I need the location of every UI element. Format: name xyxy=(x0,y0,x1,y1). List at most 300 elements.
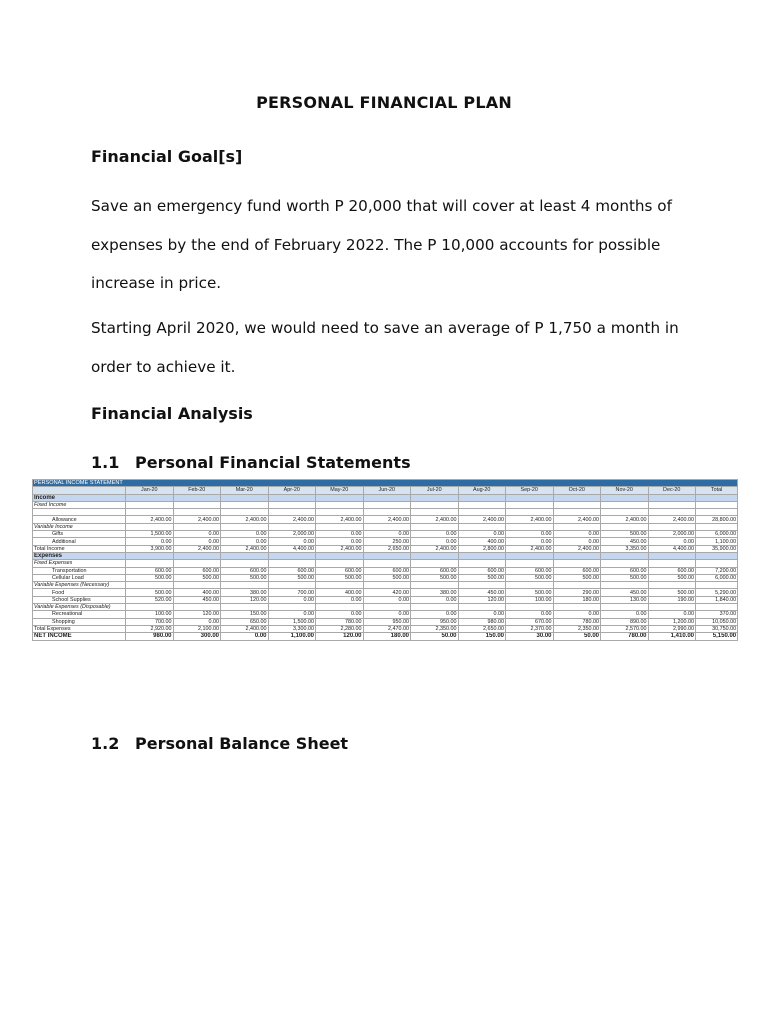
income-statement-table xyxy=(32,479,738,641)
value-cell: 1,840.00 xyxy=(696,596,738,603)
value-cell: 3,900.00 xyxy=(126,545,174,552)
section-heading-1-2 xyxy=(91,734,348,753)
empty-cell xyxy=(173,494,221,501)
empty-cell xyxy=(601,523,649,530)
empty-cell xyxy=(126,494,174,501)
month-header: Nov-20 xyxy=(601,487,649,494)
empty-cell xyxy=(601,582,649,589)
empty-cell xyxy=(601,501,649,508)
empty-cell xyxy=(553,560,601,567)
value-cell: 2,400.00 xyxy=(601,516,649,523)
value-cell: 120.00 xyxy=(316,633,364,640)
value-cell: 3,300.00 xyxy=(268,625,316,632)
value-cell: 0.00 xyxy=(126,538,174,545)
month-header: Oct-20 xyxy=(553,487,601,494)
empty-cell xyxy=(268,501,316,508)
empty-cell xyxy=(601,560,649,567)
value-cell: 600.00 xyxy=(126,567,174,574)
empty-cell xyxy=(648,552,696,559)
empty-cell xyxy=(316,494,364,501)
value-cell: 50.00 xyxy=(411,633,459,640)
row-label: Additional xyxy=(33,538,126,545)
empty-cell xyxy=(316,552,364,559)
value-cell: 2,400.00 xyxy=(648,516,696,523)
value-cell: 2,990.00 xyxy=(648,625,696,632)
value-cell: 600.00 xyxy=(316,567,364,574)
value-cell: 290.00 xyxy=(553,589,601,596)
value-cell: 150.00 xyxy=(458,633,506,640)
value-cell: 500.00 xyxy=(506,589,554,596)
value-cell: 3,350.00 xyxy=(601,545,649,552)
value-cell: 2,470.00 xyxy=(363,625,411,632)
value-cell: 500.00 xyxy=(506,574,554,581)
empty-cell xyxy=(268,494,316,501)
empty-cell xyxy=(458,552,506,559)
value-cell: 2,650.00 xyxy=(458,625,506,632)
value-cell: 150.00 xyxy=(221,611,269,618)
empty-cell xyxy=(601,604,649,611)
value-cell: 5,290.00 xyxy=(696,589,738,596)
value-cell: 0.00 xyxy=(316,596,364,603)
empty-cell xyxy=(411,501,459,508)
subsection-label: Fixed Expenses xyxy=(33,560,126,567)
value-cell: 0.00 xyxy=(648,611,696,618)
month-header: Feb-20 xyxy=(173,487,221,494)
value-cell: 0.00 xyxy=(411,611,459,618)
value-cell: 35,900.00 xyxy=(696,545,738,552)
empty-cell xyxy=(458,509,506,516)
value-cell: 190.00 xyxy=(648,596,696,603)
value-cell: 2,400.00 xyxy=(553,545,601,552)
empty-cell xyxy=(411,604,459,611)
value-cell: 500.00 xyxy=(126,589,174,596)
table-row xyxy=(33,582,738,589)
value-cell: 30,750.00 xyxy=(696,625,738,632)
empty-cell xyxy=(363,509,411,516)
empty-cell xyxy=(458,604,506,611)
value-cell: 0.00 xyxy=(506,611,554,618)
value-cell: 700.00 xyxy=(268,589,316,596)
section-label: Income xyxy=(33,494,126,501)
row-label: Shopping xyxy=(33,618,126,625)
value-cell: 0.00 xyxy=(316,538,364,545)
value-cell: 120.00 xyxy=(221,596,269,603)
value-cell: 950.00 xyxy=(363,618,411,625)
value-cell: 1,100.00 xyxy=(696,538,738,545)
value-cell: 1,410.00 xyxy=(648,633,696,640)
value-cell: 0.00 xyxy=(411,596,459,603)
empty-cell xyxy=(363,501,411,508)
value-cell: 7,200.00 xyxy=(696,567,738,574)
empty-cell xyxy=(553,509,601,516)
value-cell: 2,400.00 xyxy=(221,625,269,632)
empty-cell xyxy=(316,523,364,530)
empty-cell xyxy=(316,501,364,508)
table-row xyxy=(33,523,738,530)
empty-cell xyxy=(648,582,696,589)
table-row xyxy=(33,501,738,508)
value-cell: 2,100.00 xyxy=(173,625,221,632)
value-cell: 500.00 xyxy=(601,574,649,581)
statement-title-row xyxy=(33,480,738,487)
subsection-label: Variable Expenses (Necessary) xyxy=(33,582,126,589)
document-title: PERSONAL FINANCIAL PLAN xyxy=(256,93,512,112)
empty-cell xyxy=(696,509,738,516)
financial-goal-heading: Financial Goal[s] xyxy=(91,147,243,166)
value-cell: 180.00 xyxy=(553,596,601,603)
value-cell: 2,400.00 xyxy=(316,516,364,523)
value-cell: 0.00 xyxy=(506,538,554,545)
month-header: Total xyxy=(696,487,738,494)
value-cell: 0.00 xyxy=(553,531,601,538)
empty-cell xyxy=(411,560,459,567)
empty-cell xyxy=(316,582,364,589)
month-header: Aug-20 xyxy=(458,487,506,494)
row-label: School Supplies xyxy=(33,596,126,603)
empty-cell xyxy=(648,509,696,516)
value-cell: 2,400.00 xyxy=(458,516,506,523)
value-cell: 600.00 xyxy=(601,567,649,574)
value-cell: 2,280.00 xyxy=(316,625,364,632)
value-cell: 0.00 xyxy=(221,633,269,640)
empty-cell xyxy=(411,552,459,559)
value-cell: 100.00 xyxy=(126,611,174,618)
empty-cell xyxy=(126,523,174,530)
empty-cell xyxy=(126,604,174,611)
value-cell: 2,000.00 xyxy=(648,531,696,538)
empty-cell xyxy=(506,509,554,516)
empty-cell xyxy=(268,582,316,589)
value-cell: 100.00 xyxy=(506,596,554,603)
empty-cell xyxy=(363,552,411,559)
empty-cell xyxy=(173,582,221,589)
row-label: Transportation xyxy=(33,567,126,574)
empty-cell xyxy=(553,552,601,559)
table-row xyxy=(33,633,738,640)
value-cell: 0.00 xyxy=(553,538,601,545)
section-label: Expenses xyxy=(33,552,126,559)
empty-cell xyxy=(506,501,554,508)
row-label: Gifts xyxy=(33,531,126,538)
value-cell: 670.00 xyxy=(506,618,554,625)
empty-cell xyxy=(363,604,411,611)
value-cell: 0.00 xyxy=(411,531,459,538)
value-cell: 28,800.00 xyxy=(696,516,738,523)
empty-cell xyxy=(648,523,696,530)
table-row xyxy=(33,596,738,603)
table-row xyxy=(33,545,738,552)
empty-cell xyxy=(221,560,269,567)
empty-cell xyxy=(221,582,269,589)
subsection-label: Variable Income xyxy=(33,523,126,530)
subsection-label: Fixed Income xyxy=(33,501,126,508)
value-cell: 0.00 xyxy=(458,611,506,618)
table-row xyxy=(33,618,738,625)
empty-cell xyxy=(221,552,269,559)
value-cell: 500.00 xyxy=(221,574,269,581)
value-cell: 50.00 xyxy=(553,633,601,640)
table-row xyxy=(33,625,738,632)
subsection-label: Variable Expenses (Disposable) xyxy=(33,604,126,611)
value-cell: 2,400.00 xyxy=(411,545,459,552)
section-heading-1-1 xyxy=(91,453,411,472)
month-header-row xyxy=(33,487,738,494)
empty-cell xyxy=(173,552,221,559)
month-header: Jun-20 xyxy=(363,487,411,494)
empty-cell xyxy=(33,509,126,516)
month-header: May-20 xyxy=(316,487,364,494)
value-cell: 2,650.00 xyxy=(363,545,411,552)
value-cell: 180.00 xyxy=(363,633,411,640)
value-cell: 2,000.00 xyxy=(268,531,316,538)
value-cell: 500.00 xyxy=(553,574,601,581)
value-cell: 0.00 xyxy=(173,538,221,545)
empty-cell xyxy=(411,523,459,530)
empty-cell xyxy=(648,604,696,611)
empty-cell xyxy=(363,523,411,530)
empty-cell xyxy=(411,582,459,589)
value-cell: 500.00 xyxy=(648,589,696,596)
section-title: Personal Financial Statements xyxy=(135,453,411,472)
row-label: Cellular Load xyxy=(33,574,126,581)
empty-cell xyxy=(506,604,554,611)
section-title: Personal Balance Sheet xyxy=(135,734,349,753)
value-cell: 4,400.00 xyxy=(648,545,696,552)
month-header: Sep-20 xyxy=(506,487,554,494)
table-row xyxy=(33,552,738,559)
spacer-row xyxy=(33,509,738,516)
month-header: Apr-20 xyxy=(268,487,316,494)
value-cell: 450.00 xyxy=(601,589,649,596)
goal-paragraph-2: Starting April 2020, we would need to save an average of P 1,750 a month in order to achieve it. xyxy=(91,319,679,376)
value-cell: 500.00 xyxy=(173,574,221,581)
value-cell: 500.00 xyxy=(648,574,696,581)
empty-cell xyxy=(411,509,459,516)
empty-cell xyxy=(506,494,554,501)
value-cell: 6,000.00 xyxy=(696,531,738,538)
value-cell: 0.00 xyxy=(221,538,269,545)
value-cell: 400.00 xyxy=(316,589,364,596)
table-row xyxy=(33,560,738,567)
value-cell: 600.00 xyxy=(553,567,601,574)
row-label: Food xyxy=(33,589,126,596)
empty-cell xyxy=(506,552,554,559)
value-cell: 0.00 xyxy=(173,531,221,538)
empty-cell xyxy=(696,494,738,501)
value-cell: 2,350.00 xyxy=(553,625,601,632)
value-cell: 2,400.00 xyxy=(173,545,221,552)
month-header: Dec-20 xyxy=(648,487,696,494)
empty-cell xyxy=(173,509,221,516)
value-cell: 1,500.00 xyxy=(268,618,316,625)
value-cell: 700.00 xyxy=(126,618,174,625)
value-cell: 2,400.00 xyxy=(268,516,316,523)
goal-paragraph-1: Save an emergency fund worth P 20,000 that will cover at least 4 months of expenses by the end of February 2022. The P 10,000 accounts for possible increase in price. xyxy=(91,197,672,292)
table-row xyxy=(33,604,738,611)
value-cell: 2,400.00 xyxy=(553,516,601,523)
value-cell: 0.00 xyxy=(363,611,411,618)
empty-cell xyxy=(221,604,269,611)
value-cell: 0.00 xyxy=(316,531,364,538)
empty-cell xyxy=(601,509,649,516)
financial-analysis-heading: Financial Analysis xyxy=(91,404,253,423)
value-cell: 600.00 xyxy=(458,567,506,574)
empty-cell xyxy=(268,509,316,516)
row-label: Recreational xyxy=(33,611,126,618)
table-row xyxy=(33,538,738,545)
value-cell: 2,400.00 xyxy=(173,516,221,523)
value-cell: 0.00 xyxy=(363,596,411,603)
value-cell: 2,570.00 xyxy=(601,625,649,632)
empty-cell xyxy=(648,560,696,567)
value-cell: 130.00 xyxy=(601,596,649,603)
table-row xyxy=(33,589,738,596)
empty-cell xyxy=(221,509,269,516)
value-cell: 600.00 xyxy=(648,567,696,574)
empty-cell xyxy=(316,560,364,567)
value-cell: 0.00 xyxy=(173,618,221,625)
empty-cell xyxy=(506,582,554,589)
row-label: Allowance xyxy=(33,516,126,523)
value-cell: 380.00 xyxy=(221,589,269,596)
empty-cell xyxy=(363,582,411,589)
month-header: Jul-20 xyxy=(411,487,459,494)
empty-cell xyxy=(363,560,411,567)
empty-cell xyxy=(458,501,506,508)
row-label: Total Expenses xyxy=(33,625,126,632)
row-label: Total Income xyxy=(33,545,126,552)
value-cell: 5,150.00 xyxy=(696,633,738,640)
value-cell: 1,200.00 xyxy=(648,618,696,625)
empty-cell xyxy=(458,582,506,589)
month-header: Mar-20 xyxy=(221,487,269,494)
value-cell: 890.00 xyxy=(601,618,649,625)
value-cell: 2,370.00 xyxy=(506,625,554,632)
value-cell: 500.00 xyxy=(126,574,174,581)
table-row xyxy=(33,574,738,581)
empty-cell xyxy=(648,501,696,508)
table-row xyxy=(33,516,738,523)
value-cell: 0.00 xyxy=(363,531,411,538)
value-cell: 300.00 xyxy=(173,633,221,640)
income-statement-sheet xyxy=(32,479,737,641)
empty-cell xyxy=(268,560,316,567)
empty-cell xyxy=(221,501,269,508)
value-cell: 0.00 xyxy=(601,611,649,618)
corner-cell xyxy=(33,487,126,494)
value-cell: 420.00 xyxy=(363,589,411,596)
empty-cell xyxy=(601,552,649,559)
section-number: 1.2 xyxy=(91,734,120,753)
value-cell: 500.00 xyxy=(458,574,506,581)
value-cell: 980.00 xyxy=(126,633,174,640)
section-number: 1.1 xyxy=(91,453,120,472)
empty-cell xyxy=(316,604,364,611)
value-cell: 600.00 xyxy=(363,567,411,574)
table-row xyxy=(33,494,738,501)
table-row xyxy=(33,611,738,618)
value-cell: 120.00 xyxy=(173,611,221,618)
empty-cell xyxy=(696,560,738,567)
empty-cell xyxy=(221,494,269,501)
value-cell: 250.00 xyxy=(363,538,411,545)
value-cell: 600.00 xyxy=(506,567,554,574)
value-cell: 400.00 xyxy=(458,538,506,545)
empty-cell xyxy=(553,582,601,589)
empty-cell xyxy=(173,501,221,508)
value-cell: 600.00 xyxy=(268,567,316,574)
month-header: Jan-20 xyxy=(126,487,174,494)
empty-cell xyxy=(126,501,174,508)
empty-cell xyxy=(553,494,601,501)
value-cell: 6,000.00 xyxy=(696,574,738,581)
empty-cell xyxy=(268,552,316,559)
empty-cell xyxy=(268,523,316,530)
empty-cell xyxy=(506,560,554,567)
value-cell: 4,400.00 xyxy=(268,545,316,552)
value-cell: 2,400.00 xyxy=(506,516,554,523)
value-cell: 30.00 xyxy=(506,633,554,640)
empty-cell xyxy=(601,494,649,501)
empty-cell xyxy=(126,582,174,589)
empty-cell xyxy=(696,501,738,508)
value-cell: 0.00 xyxy=(268,596,316,603)
empty-cell xyxy=(458,560,506,567)
value-cell: 0.00 xyxy=(458,531,506,538)
row-label: NET INCOME xyxy=(33,633,126,640)
value-cell: 500.00 xyxy=(411,574,459,581)
table-row xyxy=(33,567,738,574)
value-cell: 780.00 xyxy=(601,633,649,640)
empty-cell xyxy=(696,604,738,611)
value-cell: 450.00 xyxy=(173,596,221,603)
value-cell: 1,500.00 xyxy=(126,531,174,538)
value-cell: 2,400.00 xyxy=(221,545,269,552)
value-cell: 0.00 xyxy=(648,538,696,545)
statement-title: PERSONAL INCOME STATEMENT xyxy=(33,480,738,487)
value-cell: 500.00 xyxy=(316,574,364,581)
empty-cell xyxy=(316,509,364,516)
empty-cell xyxy=(696,552,738,559)
value-cell: 500.00 xyxy=(363,574,411,581)
empty-cell xyxy=(173,560,221,567)
value-cell: 2,920.00 xyxy=(126,625,174,632)
value-cell: 0.00 xyxy=(316,611,364,618)
value-cell: 0.00 xyxy=(411,538,459,545)
value-cell: 500.00 xyxy=(601,531,649,538)
value-cell: 2,800.00 xyxy=(458,545,506,552)
income-statement-body xyxy=(33,480,738,641)
value-cell: 2,400.00 xyxy=(126,516,174,523)
empty-cell xyxy=(458,494,506,501)
value-cell: 0.00 xyxy=(221,531,269,538)
empty-cell xyxy=(363,494,411,501)
value-cell: 650.00 xyxy=(221,618,269,625)
value-cell: 2,400.00 xyxy=(411,516,459,523)
empty-cell xyxy=(173,604,221,611)
empty-cell xyxy=(458,523,506,530)
value-cell: 0.00 xyxy=(268,538,316,545)
empty-cell xyxy=(648,494,696,501)
empty-cell xyxy=(696,582,738,589)
value-cell: 450.00 xyxy=(458,589,506,596)
value-cell: 950.00 xyxy=(411,618,459,625)
empty-cell xyxy=(173,523,221,530)
value-cell: 2,400.00 xyxy=(506,545,554,552)
value-cell: 0.00 xyxy=(268,611,316,618)
empty-cell xyxy=(126,560,174,567)
empty-cell xyxy=(221,523,269,530)
